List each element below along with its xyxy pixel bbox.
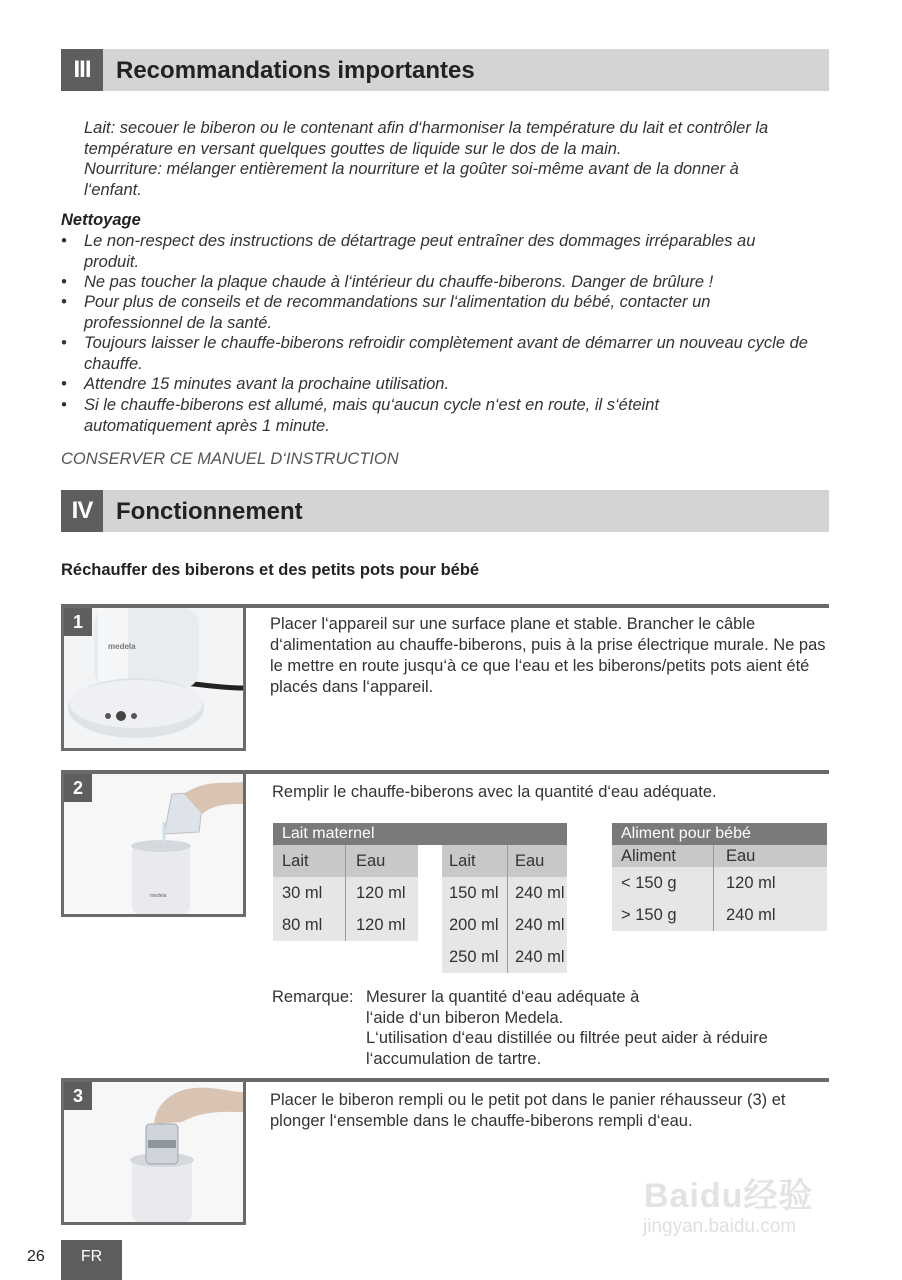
table-title: Aliment pour bébé xyxy=(612,823,827,845)
bullet: • xyxy=(61,232,67,250)
table-cell: > 150 g xyxy=(612,899,714,931)
table-cell: 200 ml xyxy=(442,909,508,941)
col-header: Eau xyxy=(508,845,568,877)
list-item-text: Pour plus de conseils et de recommandations sur l‘alimentation du bébé, contacter un professionnel de la santé. xyxy=(84,293,711,332)
list-item-text: Si le chauffe-biberons est allumé, mais qu‘aucun cycle n‘est en route, il s‘éteint automatiquement après 1 minute. xyxy=(84,396,660,435)
intro-nourriture: Nourriture: mélanger entièrement la nourriture et la goûter soi-même avant de la donner à l‘enfant. xyxy=(84,160,739,199)
col-header: Lait xyxy=(442,845,508,877)
col-header: Aliment xyxy=(612,845,714,867)
intro-lait: Lait: secouer le biberon ou le contenant afin d‘harmoniser la température du lait et contrôler la température en versant quelques gouttes de liquide sur le dos de la main. xyxy=(84,119,769,158)
step-image-3 xyxy=(61,1082,246,1225)
language-tab: FR xyxy=(61,1240,122,1280)
table-row xyxy=(273,877,567,909)
list-item-text: Attendre 15 minutes avant la prochaine utilisation. xyxy=(84,375,450,393)
section-header-4 xyxy=(61,490,829,532)
table-cell: 30 ml xyxy=(273,877,346,909)
step-number: 2 xyxy=(64,774,92,802)
bullet: • xyxy=(61,334,67,352)
bullet: • xyxy=(61,396,67,414)
table-row xyxy=(612,867,827,899)
step-image-1 xyxy=(61,608,246,751)
brand-logo: medela xyxy=(108,642,136,651)
table-row xyxy=(273,941,567,973)
table-cell: 240 ml xyxy=(508,909,568,941)
col-header: Eau xyxy=(346,845,419,877)
lait-maternel-table xyxy=(273,823,567,973)
step-image-2 xyxy=(61,774,246,917)
table-row xyxy=(612,899,827,931)
watermark-url: jingyan.baidu.com xyxy=(643,1216,797,1237)
watermark-brand: Baidu经验 xyxy=(644,1177,814,1215)
col-header: Eau xyxy=(714,845,828,867)
table-cell: < 150 g xyxy=(612,867,714,899)
table-cell: 120 ml xyxy=(346,877,419,909)
table-cell: 240 ml xyxy=(508,941,568,973)
bullet: • xyxy=(61,293,67,311)
section-title: Fonctionnement xyxy=(116,498,303,525)
aliment-table xyxy=(612,823,827,931)
table-cell: 240 ml xyxy=(508,877,568,909)
remarque-label: Remarque: xyxy=(272,988,354,1006)
subheading: Réchauffer des biberons et des petits pots pour bébé xyxy=(61,561,480,579)
section-header-3 xyxy=(61,49,829,91)
table-title: Lait maternel xyxy=(273,823,567,845)
brand-logo: medela xyxy=(150,893,167,899)
list-item-text: Ne pas toucher la plaque chaude à l‘intérieur du chauffe-biberons. Danger de brûlure ! xyxy=(84,273,714,291)
nettoyage-heading: Nettoyage xyxy=(61,211,141,229)
table-cell: 120 ml xyxy=(714,867,828,899)
step-number: 3 xyxy=(64,1082,92,1110)
table-cell: 240 ml xyxy=(714,899,828,931)
section-number: III xyxy=(61,49,103,91)
step-text-2: Remplir le chauffe-biberons avec la quantité d‘eau adéquate. xyxy=(272,783,717,801)
table-cell: 80 ml xyxy=(273,909,346,941)
page-number: 26 xyxy=(27,1248,45,1265)
remarque-line-2: L‘utilisation d‘eau distillée ou filtrée peut aider à réduire l‘accumulation de tartre. xyxy=(366,1029,768,1068)
list-item-text: Toujours laisser le chauffe-biberons refroidir complètement avant de démarrer un nouveau cycle de chauffe. xyxy=(84,334,808,373)
table-cell: 120 ml xyxy=(346,909,419,941)
bullet: • xyxy=(61,273,67,291)
table-cell: 150 ml xyxy=(442,877,508,909)
list-item-text: Le non-respect des instructions de détartrage peut entraîner des dommages irréparables au produit. xyxy=(84,232,756,271)
conserver-note: CONSERVER CE MANUEL D‘INSTRUCTION xyxy=(61,450,399,468)
section-title: Recommandations importantes xyxy=(116,57,475,84)
step-text-1: Placer l‘appareil sur une surface plane et stable. Brancher le câble d‘alimentation au chauffe-biberons, puis à la prise électrique murale. Ne pas le mettre en route jusqu‘à ce que l‘eau et les biberons/petits pots aient été placés dans l‘appareil. xyxy=(270,615,826,696)
remarque-line-1: Mesurer la quantité d‘eau adéquate à l‘aide d‘un biberon Medela. xyxy=(366,988,640,1027)
table-row xyxy=(273,909,567,941)
col-header: Lait xyxy=(273,845,346,877)
table-cell: 250 ml xyxy=(442,941,508,973)
bullet: • xyxy=(61,375,67,393)
step-text-3: Placer le biberon rempli ou le petit pot dans le panier réhausseur (3) et plonger l‘ensemble dans le chauffe-biberons rempli d‘eau. xyxy=(270,1091,786,1130)
section-number: IV xyxy=(61,490,103,532)
step-number: 1 xyxy=(64,608,92,636)
